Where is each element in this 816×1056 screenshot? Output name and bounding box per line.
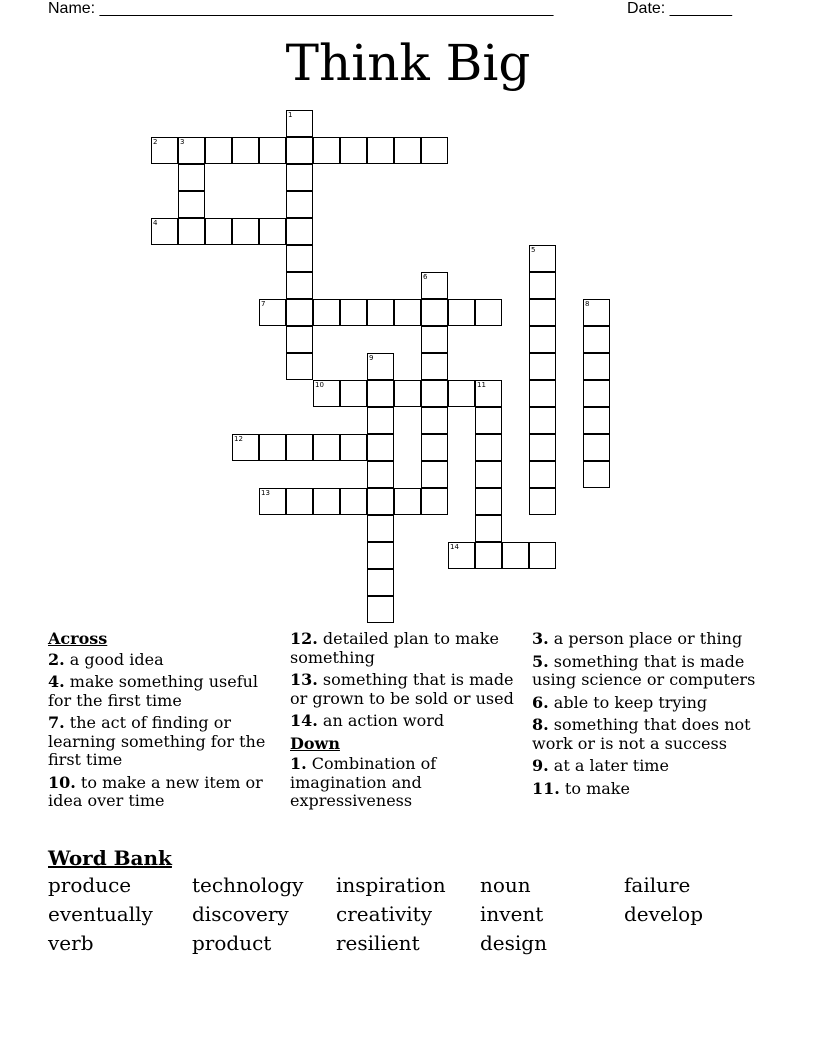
- clue-number: 12: [234, 435, 243, 443]
- crossword-cell[interactable]: [259, 137, 286, 164]
- clue-number: 3: [180, 138, 185, 146]
- clue-item-number: 9.: [532, 756, 549, 775]
- clue-number: 9: [369, 354, 374, 362]
- word-bank-item: product: [192, 931, 272, 955]
- crossword-cell[interactable]: [583, 326, 610, 353]
- crossword-cell[interactable]: [475, 434, 502, 461]
- date-field-label: Date: _______: [627, 0, 732, 17]
- crossword-cell[interactable]: [583, 434, 610, 461]
- crossword-cell[interactable]: [313, 488, 340, 515]
- clue-number: 10: [315, 381, 324, 389]
- word-bank-item: creativity: [336, 902, 432, 926]
- crossword-cell[interactable]: [286, 353, 313, 380]
- crossword-cell[interactable]: [367, 569, 394, 596]
- crossword-cell[interactable]: [529, 488, 556, 515]
- word-bank-item: failure: [624, 873, 691, 897]
- crossword-cell[interactable]: [286, 110, 313, 137]
- clue-number: 2: [153, 138, 158, 146]
- crossword-cell[interactable]: [367, 380, 394, 407]
- crossword-cell[interactable]: [529, 542, 556, 569]
- clue-item-text: an action word: [317, 711, 445, 730]
- crossword-cell[interactable]: [232, 218, 259, 245]
- word-bank-item: produce: [48, 873, 132, 897]
- clue-item-text: Combination of imagination and expressiveness: [290, 754, 437, 810]
- crossword-cell[interactable]: [502, 542, 529, 569]
- clue-item-text: at a later time: [548, 756, 669, 775]
- crossword-cell[interactable]: [475, 299, 502, 326]
- crossword-cell[interactable]: [448, 542, 475, 569]
- crossword-cell[interactable]: [151, 218, 178, 245]
- clue-item-number: 10.: [48, 772, 76, 792]
- clue-item: [290, 671, 525, 708]
- clue-item: [290, 755, 525, 811]
- clue-item-text: a person place or thing: [548, 629, 743, 648]
- word-bank-item: eventually: [48, 902, 153, 926]
- crossword-cell[interactable]: [421, 380, 448, 407]
- crossword-cell[interactable]: [367, 137, 394, 164]
- clue-item: [532, 694, 768, 713]
- clue-number: 6: [423, 273, 428, 281]
- word-bank-item: resilient: [336, 931, 420, 955]
- crossword-cell[interactable]: [259, 488, 286, 515]
- clue-number: 14: [450, 543, 459, 551]
- crossword-cell[interactable]: [367, 488, 394, 515]
- down-clue-list: [290, 755, 525, 811]
- crossword-cell[interactable]: [313, 434, 340, 461]
- crossword-cell[interactable]: [394, 299, 421, 326]
- clue-item-text: make something useful for the first time: [48, 672, 259, 710]
- crossword-cell[interactable]: [421, 434, 448, 461]
- crossword-cell[interactable]: [151, 137, 178, 164]
- crossword-cell[interactable]: [583, 407, 610, 434]
- word-bank-item: discovery: [192, 902, 289, 926]
- clue-item-number: 14.: [290, 711, 318, 730]
- clue-item-text: a good idea: [64, 649, 164, 669]
- crossword-cell[interactable]: [313, 299, 340, 326]
- crossword-cell[interactable]: [421, 326, 448, 353]
- crossword-cell[interactable]: [367, 434, 394, 461]
- clue-item-text: able to keep trying: [548, 692, 708, 712]
- crossword-cell[interactable]: [394, 488, 421, 515]
- word-bank-item: technology: [192, 873, 304, 897]
- crossword-cell[interactable]: [529, 272, 556, 299]
- crossword-cell[interactable]: [259, 434, 286, 461]
- crossword-cell[interactable]: [475, 515, 502, 542]
- crossword-cell[interactable]: [529, 245, 556, 272]
- crossword-cell[interactable]: [205, 218, 232, 245]
- crossword-cell[interactable]: [394, 137, 421, 164]
- crossword-cell[interactable]: [367, 461, 394, 488]
- clue-item-number: 4.: [48, 672, 65, 691]
- clue-item-number: 1.: [290, 754, 307, 773]
- crossword-cell[interactable]: [286, 272, 313, 299]
- crossword-cell[interactable]: [421, 299, 448, 326]
- crossword-cell[interactable]: [529, 461, 556, 488]
- crossword-cell[interactable]: [367, 407, 394, 434]
- crossword-cell[interactable]: [475, 380, 502, 407]
- clue-item-number: 8.: [532, 715, 549, 734]
- crossword-cell[interactable]: [286, 434, 313, 461]
- crossword-cell[interactable]: [178, 137, 205, 164]
- crossword-cell[interactable]: [178, 218, 205, 245]
- clue-item-number: 5.: [532, 651, 549, 671]
- crossword-cell[interactable]: [475, 488, 502, 515]
- crossword-cell[interactable]: [340, 488, 367, 515]
- clue-item-number: 12.: [290, 629, 318, 648]
- crossword-cell[interactable]: [340, 434, 367, 461]
- clues-column-2: [290, 630, 525, 815]
- clue-item: [290, 712, 525, 731]
- clues-column-1: [48, 630, 278, 815]
- clue-item: [532, 630, 768, 649]
- crossword-cell[interactable]: [313, 137, 340, 164]
- word-bank-item: noun: [480, 873, 531, 897]
- crossword-cell[interactable]: [448, 299, 475, 326]
- crossword-cell[interactable]: [529, 326, 556, 353]
- word-bank-item: invent: [480, 902, 544, 926]
- clue-item: [532, 757, 768, 776]
- crossword-cell[interactable]: [313, 380, 340, 407]
- crossword-cell[interactable]: [367, 542, 394, 569]
- crossword-cell[interactable]: [286, 299, 313, 326]
- crossword-cell[interactable]: [421, 407, 448, 434]
- crossword-cell[interactable]: [286, 191, 313, 218]
- clue-number: 13: [261, 489, 270, 497]
- clue-item-text: something that is made using science or computers: [532, 651, 756, 689]
- clues-column-3: [532, 630, 768, 802]
- clue-number: 11: [477, 381, 486, 389]
- word-bank-item: inspiration: [336, 873, 446, 897]
- crossword-cell[interactable]: [232, 137, 259, 164]
- down-clue-list-continued: [532, 630, 768, 798]
- crossword-cell[interactable]: [475, 461, 502, 488]
- clue-item-number: 6.: [532, 692, 549, 712]
- crossword-cell[interactable]: [340, 380, 367, 407]
- across-clue-list: [48, 651, 278, 811]
- crossword-cell[interactable]: [367, 299, 394, 326]
- crossword-cell[interactable]: [529, 353, 556, 380]
- clue-item-number: 3.: [532, 629, 549, 648]
- crossword-cell[interactable]: [475, 542, 502, 569]
- clue-item-text: detailed plan to make something: [290, 629, 499, 667]
- crossword-cell[interactable]: [286, 164, 313, 191]
- clue-item: [48, 774, 278, 811]
- crossword-cell[interactable]: [475, 407, 502, 434]
- clue-item: [290, 630, 525, 667]
- crossword-cell[interactable]: [421, 137, 448, 164]
- crossword-cell[interactable]: [286, 218, 313, 245]
- clue-number: 4: [153, 219, 158, 227]
- clue-number: 7: [261, 300, 266, 308]
- clue-item-number: 7.: [48, 713, 65, 732]
- crossword-cell[interactable]: [286, 488, 313, 515]
- down-heading: Down: [290, 733, 340, 753]
- crossword-cell[interactable]: [529, 434, 556, 461]
- crossword-cell[interactable]: [421, 461, 448, 488]
- clue-item: [48, 673, 278, 710]
- clue-item-text: something that is made or grown to be sold or used: [290, 670, 514, 708]
- clue-item: [532, 780, 768, 799]
- name-field-label: Name: ___________________________________________________: [48, 0, 554, 17]
- crossword-cell[interactable]: [583, 461, 610, 488]
- crossword-cell[interactable]: [529, 299, 556, 326]
- crossword-cell[interactable]: [340, 137, 367, 164]
- clue-item-number: 2.: [48, 649, 65, 669]
- clue-number: 1: [288, 111, 293, 119]
- page-title: Think Big: [285, 34, 531, 92]
- crossword-cell[interactable]: [205, 137, 232, 164]
- crossword-cell[interactable]: [286, 326, 313, 353]
- crossword-cell[interactable]: [178, 164, 205, 191]
- crossword-cell[interactable]: [178, 191, 205, 218]
- crossword-cell[interactable]: [367, 353, 394, 380]
- word-bank-item: design: [480, 931, 547, 955]
- clue-number: 8: [585, 300, 590, 308]
- word-bank-item: develop: [624, 902, 704, 926]
- crossword-cell[interactable]: [394, 380, 421, 407]
- crossword-cell[interactable]: [259, 299, 286, 326]
- crossword-cell[interactable]: [583, 299, 610, 326]
- crossword-cell[interactable]: [421, 488, 448, 515]
- crossword-cell[interactable]: [340, 299, 367, 326]
- clue-item-text: the act of finding or learning something for the first time: [48, 713, 266, 769]
- crossword-cell[interactable]: [529, 407, 556, 434]
- crossword-cell[interactable]: [286, 137, 313, 164]
- crossword-cell[interactable]: [583, 353, 610, 380]
- crossword-cell[interactable]: [448, 380, 475, 407]
- crossword-cell[interactable]: [232, 434, 259, 461]
- word-bank: [48, 874, 768, 955]
- word-bank-item: verb: [48, 931, 94, 955]
- across-heading: Across: [48, 629, 108, 648]
- crossword-cell[interactable]: [367, 515, 394, 542]
- clue-item-text: something that does not work or is not a success: [532, 715, 751, 753]
- crossword-cell[interactable]: [529, 380, 556, 407]
- clue-item: [532, 716, 768, 753]
- clue-item-number: 11.: [532, 778, 560, 798]
- crossword-cell[interactable]: [286, 245, 313, 272]
- clue-item-number: 13.: [290, 670, 318, 689]
- clue-item-text: to make a new item or idea over time: [48, 772, 263, 810]
- crossword-cell[interactable]: [367, 596, 394, 623]
- crossword-cell[interactable]: [259, 218, 286, 245]
- clue-number: 5: [531, 246, 536, 254]
- crossword-cell[interactable]: [583, 380, 610, 407]
- clue-item: [532, 653, 768, 690]
- crossword-cell[interactable]: [421, 353, 448, 380]
- clue-item: [48, 651, 278, 670]
- clue-item-text: to make: [559, 778, 630, 798]
- crossword-cell[interactable]: [421, 272, 448, 299]
- clue-item: [48, 714, 278, 770]
- word-bank-title: Word Bank: [48, 846, 172, 870]
- across-clue-list-continued: [290, 630, 525, 731]
